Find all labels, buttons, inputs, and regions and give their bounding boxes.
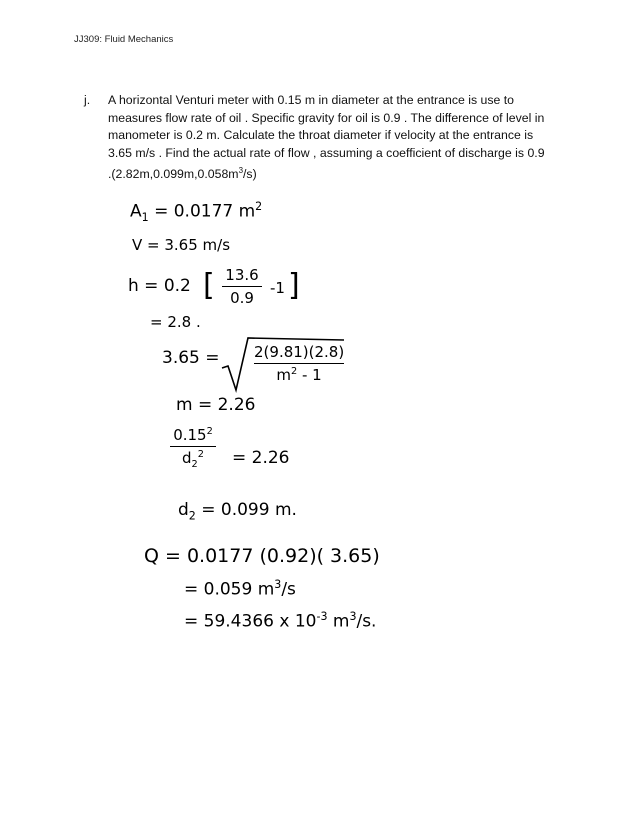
sqrt-denominator bbox=[254, 366, 344, 384]
sqrt-den-base: m bbox=[276, 366, 291, 384]
diameter-fraction bbox=[170, 426, 216, 470]
area-sub: 1 bbox=[141, 211, 149, 225]
d-num-sup: 2 bbox=[206, 426, 213, 437]
head-lhs: h = 0.2 bbox=[128, 276, 191, 296]
flow-line-1: Q = 0.0177 (0.92)( 3.65) bbox=[144, 545, 380, 567]
flow2-tail: /s bbox=[281, 579, 296, 600]
question-line: 3.65 m/s . Find the actual rate of flow , assuming a coefficient of discharge is 0.9 bbox=[108, 145, 545, 160]
d2-lhs: d bbox=[178, 500, 189, 520]
question-line: manometer is 0.2 m. Calculate the throat diameter if velocity at the entrance is bbox=[108, 128, 534, 142]
sqrt-den-tail: - 1 bbox=[297, 366, 322, 384]
answer-prefix: .(2.82m,0.099m,0.058m bbox=[108, 167, 239, 182]
fraction-bar bbox=[170, 446, 216, 447]
d-den-sub: 2 bbox=[191, 459, 198, 470]
question-line: A horizontal Venturi meter with 0.15 m in diameter at the entrance is use to bbox=[108, 93, 515, 107]
velocity-line: V = 3.65 m/s bbox=[132, 236, 231, 254]
sqrt-numerator: 2(9.81)(2.8) bbox=[254, 343, 345, 361]
bracket-close-icon: ] bbox=[288, 268, 300, 303]
page-header: JJ309: Fluid Mechanics bbox=[74, 34, 174, 45]
d2-sub: 2 bbox=[188, 509, 196, 523]
fraction-bar bbox=[254, 363, 344, 364]
head-numerator: 13.6 bbox=[225, 266, 259, 284]
diameter-numerator bbox=[170, 426, 216, 444]
d-num-base: 0.15 bbox=[173, 426, 207, 444]
flow-line-3 bbox=[184, 610, 376, 632]
diameter-rhs: = 2.26 bbox=[232, 448, 290, 468]
sqrt-fraction bbox=[254, 343, 344, 384]
head-denominator: 0.9 bbox=[230, 289, 254, 307]
area-rhs: = 0.0177 m bbox=[148, 201, 256, 222]
question-line: measures flow rate of oil . Specific gravity for oil is 0.9 . The difference of level in bbox=[108, 110, 545, 125]
flow3-mid: m bbox=[327, 611, 350, 632]
question-label: j. bbox=[84, 93, 91, 107]
flow2-sup: 3 bbox=[274, 578, 282, 591]
diameter-denominator bbox=[170, 449, 216, 470]
sqrt-den-sup: 2 bbox=[290, 366, 298, 377]
flow3-base: = 59.4366 x 10 bbox=[184, 611, 317, 632]
head-result: = 2.8 . bbox=[150, 313, 201, 331]
bracket-open-icon: [ bbox=[203, 268, 215, 303]
flow3-sup2: 3 bbox=[349, 610, 357, 623]
answer-sup: 3 bbox=[238, 166, 244, 175]
m-result: m = 2.26 bbox=[176, 395, 256, 415]
area-sup: 2 bbox=[255, 200, 263, 213]
flow3-sup: -3 bbox=[316, 610, 328, 623]
throat-diameter-line bbox=[178, 500, 297, 522]
d-den-base: d bbox=[182, 449, 192, 467]
d2-rhs: = 0.099 m. bbox=[195, 500, 297, 520]
d-den-sup: 2 bbox=[197, 449, 204, 460]
flow2-base: = 0.059 m bbox=[184, 579, 275, 600]
head-tail: -1 bbox=[270, 279, 285, 297]
velocity-eq-lhs: 3.65 = bbox=[162, 348, 220, 368]
flow3-tail: /s. bbox=[356, 611, 377, 632]
area-lhs: A bbox=[130, 201, 142, 222]
flow-line-2 bbox=[184, 578, 296, 600]
answer-suffix: /s) bbox=[243, 167, 257, 182]
